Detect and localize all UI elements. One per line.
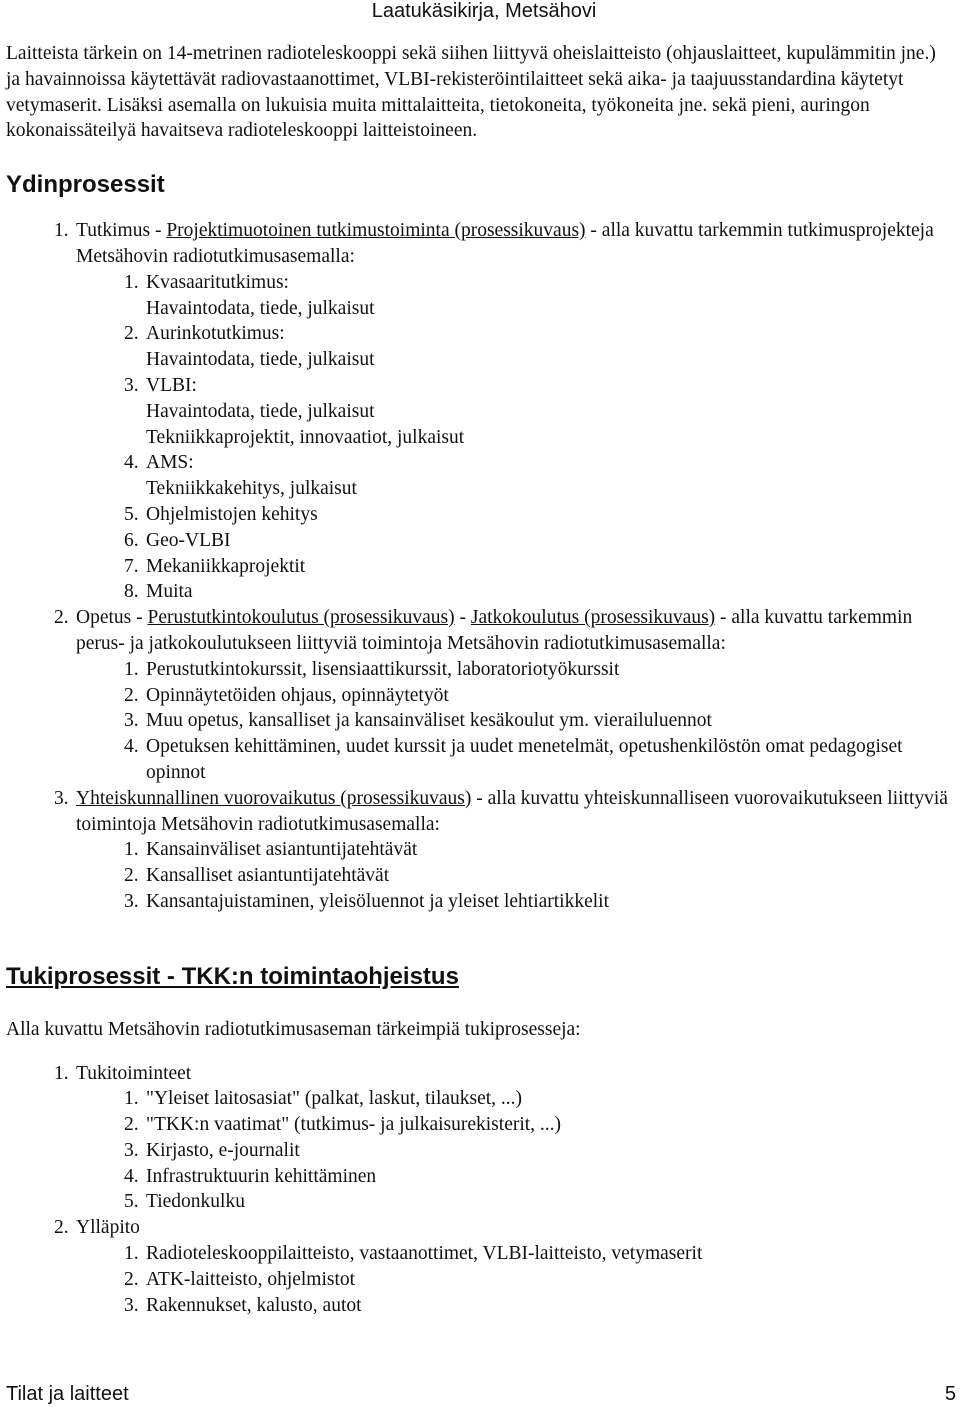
list-item-label: Kansainväliset asiantuntijatehtävät [146, 839, 418, 861]
list-item [124, 683, 952, 709]
list-item [124, 1086, 952, 1112]
list-item [124, 708, 952, 734]
list-item [124, 554, 952, 580]
list-item-detail: Tekniikkakehitys, julkaisut [146, 478, 357, 500]
list-item [124, 270, 952, 322]
list-item-label: Perustutkintokurssit, lisensiaattikurssit, laboratoriotyökurssit [146, 658, 620, 680]
ydin-item-vuorovaikutus [54, 786, 952, 915]
list-item-label: Opetuksen kehittäminen, uudet kurssit ja uudet menetelmät, opetushenkilöstön omat pedagogiset opinnot [146, 736, 903, 783]
list-number: 3. [124, 890, 139, 912]
list-item-label: Muita [146, 581, 193, 603]
item-description: - alla kuvattu tarkemmin tutkimusprojekteja Metsähovin radiotutkimusasemalla: [76, 220, 934, 267]
ydin-item-opetus [54, 605, 952, 786]
list-number: 4. [124, 452, 139, 474]
tutkimus-sublist [76, 270, 952, 605]
item-description: - alla kuvattu yhteiskunnalliseen vuorovaikutukseen liittyviä toimintoja Metsähovin radiotutkimusasemalla: [76, 787, 948, 835]
list-number: 3. [54, 787, 69, 809]
heading-tukiprosessit-link[interactable]: Tukiprosessit - TKK:n toimintaohjeistus [6, 962, 459, 990]
list-item-label: Ohjelmistojen kehitys [146, 503, 318, 525]
list-number: 2. [124, 1268, 139, 1290]
list-number: 7. [124, 555, 139, 577]
list-item-label: Muu opetus, kansalliset ja kansainväliset kesäkoulut ym. vierailuluennot [146, 710, 712, 732]
link-yhteiskunnallinen-vuorovaikutus[interactable]: Yhteiskunnallinen vuorovaikutus (prosessikuvaus) [76, 787, 472, 809]
list-item-label: Kansalliset asiantuntijatehtävät [146, 865, 390, 887]
list-number: 2. [124, 323, 139, 345]
list-item-label: Aurinkotutkimus: [146, 323, 285, 345]
list-item-label: "Yleiset laitosasiat" (palkat, laskut, tilaukset, ...) [146, 1088, 523, 1110]
footer-page-number: 5 [944, 1383, 956, 1405]
tuki-item-tukitoiminteet [54, 1061, 952, 1216]
list-number: 1. [54, 1062, 69, 1084]
list-item-label: Radioteleskooppilaitteisto, vastaanottimet, VLBI-laitteisto, vetymaserit [146, 1243, 703, 1265]
list-item [124, 321, 952, 373]
item-prefix: Opetus - [76, 607, 148, 629]
list-item [124, 450, 952, 502]
list-item-label: Tiedonkulku [146, 1191, 245, 1213]
list-item [124, 837, 952, 863]
list-item [124, 579, 952, 605]
opetus-sublist [76, 657, 952, 786]
list-number: 1. [124, 658, 139, 680]
list-item [124, 734, 952, 786]
list-item-label: Kirjasto, e-journalit [146, 1139, 300, 1161]
list-item-detail: Havaintodata, tiede, julkaisut [146, 400, 375, 422]
list-item-detail: Tekniikkaprojektit, innovaatiot, julkaisut [146, 426, 465, 448]
vuorovaikutus-sublist [76, 837, 952, 914]
list-item-label: Mekaniikkaprojektit [146, 555, 306, 577]
list-number: 3. [124, 710, 139, 732]
list-item-label: Kvasaaritutkimus: [146, 271, 289, 293]
list-number: 3. [124, 1139, 139, 1161]
list-item [124, 1293, 952, 1319]
list-item-label: Kansantajuistaminen, yleisöluennot ja yleiset lehtiartikkelit [146, 890, 610, 912]
list-item [124, 373, 952, 450]
list-item [124, 863, 952, 889]
list-number: 2. [124, 865, 139, 887]
tuki-item-yllapito [54, 1215, 952, 1318]
list-number: 8. [124, 581, 139, 603]
list-item-label: ATK-laitteisto, ohjelmistot [146, 1268, 356, 1290]
link-perustutkintokoulutus[interactable]: Perustutkintokoulutus (prosessikuvaus) [147, 607, 455, 629]
ydin-list [6, 218, 952, 915]
list-number: 1. [124, 271, 139, 293]
footer-section-title: Tilat ja laitteet [6, 1383, 129, 1405]
list-item-detail: Havaintodata, tiede, julkaisut [146, 349, 375, 371]
list-number: 2. [124, 684, 139, 706]
list-item [124, 1138, 952, 1164]
ydin-item-tutkimus [54, 218, 952, 605]
tukitoiminteet-sublist [76, 1086, 952, 1215]
item-separator: - [454, 607, 471, 629]
link-projektimuotoinen-tutkimustoiminta[interactable]: Projektimuotoinen tutkimustoiminta (prosessikuvaus) [166, 220, 586, 242]
list-item-label: Tukitoiminteet [76, 1062, 192, 1084]
list-item-label: "TKK:n vaatimat" (tutkimus- ja julkaisurekisterit, ...) [146, 1114, 562, 1136]
list-item-label: Rakennukset, kalusto, autot [146, 1294, 362, 1316]
page-header: Laatukäsikirja, Metsähovi [371, 0, 597, 22]
list-number: 3. [124, 1294, 139, 1316]
list-number: 1. [124, 1243, 139, 1265]
list-number: 2. [124, 1114, 139, 1136]
list-item-detail: Havaintodata, tiede, julkaisut [146, 297, 375, 319]
item-prefix: Tutkimus - [76, 220, 167, 242]
list-item-label: Infrastruktuurin kehittäminen [146, 1165, 377, 1187]
list-number: 4. [124, 1165, 139, 1187]
list-item-label: VLBI: [146, 374, 197, 396]
list-number: 3. [124, 374, 139, 396]
list-item-label: AMS: [146, 452, 194, 474]
list-number: 2. [54, 1217, 69, 1239]
list-number: 5. [124, 503, 139, 525]
list-item-label: Ylläpito [76, 1217, 140, 1239]
item-description: - alla kuvattu tarkemmin perus- ja jatkokoulutukseen liittyviä toimintoja Metsähovin radiotutkimusasemalla: [76, 607, 913, 654]
list-item [124, 1267, 952, 1293]
document-body [6, 41, 952, 1318]
list-item [124, 1112, 952, 1138]
list-item [124, 1241, 952, 1267]
list-number: 5. [124, 1191, 139, 1213]
list-number: 1. [124, 839, 139, 861]
list-item [124, 889, 952, 915]
tuki-list [6, 1061, 952, 1319]
list-number: 2. [54, 607, 69, 629]
list-item [124, 1164, 952, 1190]
intro-paragraph: Laitteista tärkein on 14-metrinen radioteleskooppi sekä siihen liittyvä oheislaitteisto (ohjauslaitteet, kupulämmitin jne.) ja havainnoissa käytettävät radiovastaanottimet, VLBI-rekisteröintilaitteet sekä aika- ja taajuusstandardina käytetyt vetymaserit. Lisäksi asemalla on lukuisia muita mittalaitteita, tietokoneita, työkoneita jne. sekä pieni, auringon kokonaissäteilyä havaitseva radioteleskooppi laitteistoineen. [6, 43, 936, 142]
link-jatkokoulutus[interactable]: Jatkokoulutus (prosessikuvaus) [470, 607, 716, 629]
list-item [124, 657, 952, 683]
list-number: 4. [124, 736, 139, 758]
list-number: 1. [54, 220, 69, 242]
heading-ydinprosessit: Ydinprosessit [6, 171, 165, 199]
tuki-intro: Alla kuvattu Metsähovin radiotutkimusaseman tärkeimpiä tukiprosesseja: [6, 1018, 581, 1040]
yllapito-sublist [76, 1241, 952, 1318]
list-number: 6. [124, 529, 139, 551]
list-item [124, 1189, 952, 1215]
list-item [124, 502, 952, 528]
list-item-label: Opinnäytetöiden ohjaus, opinnäytetyöt [146, 684, 449, 706]
list-number: 1. [124, 1088, 139, 1110]
list-item-label: Geo-VLBI [146, 529, 231, 551]
list-item [124, 528, 952, 554]
